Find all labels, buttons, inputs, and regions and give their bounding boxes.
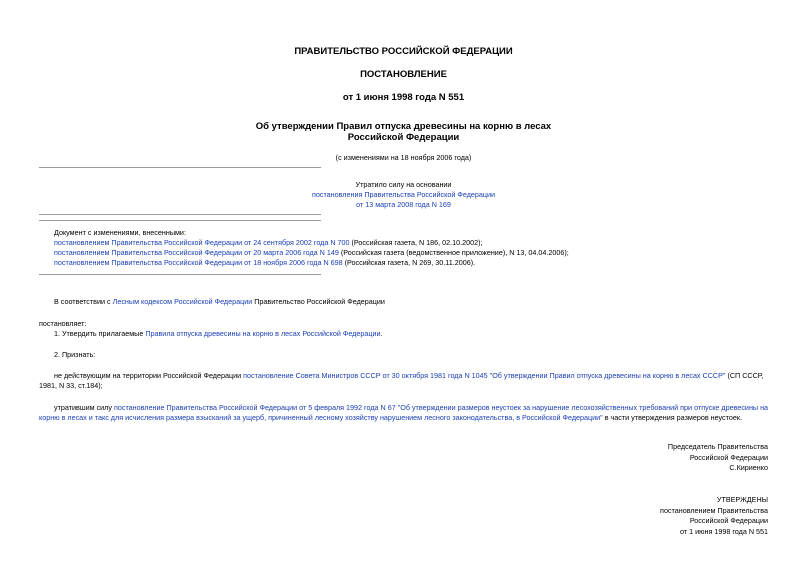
resolves-label: постановляет: — [39, 319, 87, 328]
amendment-item: постановлением Правительства Российской Федерации от 24 сентября 2002 года N 700 (Российская газета, N 186, 02.10.2002); — [54, 238, 483, 247]
amendment-item: постановлением Правительства Российской Федерации от 20 марта 2006 года N 149 (Российская газета (ведомственное приложение), N 13, 04.04.2006); — [54, 248, 569, 257]
forest-code-link[interactable]: Лесным кодексом Российской Федерации — [112, 297, 253, 306]
approved-date: от 1 июня 1998 года N 551 — [679, 526, 768, 536]
approved-by: постановлением Правительства — [660, 505, 768, 515]
amendment-item: постановлением Правительства Российской Федерации от 18 ноября 2006 года N 698 (Российская газета, N 269, 30.11.2006). — [54, 258, 476, 267]
document-title-line1: Об утверждении Правил отпуска древесины на корню в лесах — [255, 121, 552, 132]
expiry-decree-link-date[interactable]: от 13 марта 2008 года N 169 — [356, 200, 451, 209]
lost-force-paragraph-line2: корню в лесах и такс для исчисления размера взысканий за ущерб, причиненный лесному хозяйству нарушением лесного законодательства, в Российской Федерации" в части утверждения размеров неустоек. — [39, 413, 742, 422]
rules-link[interactable]: Правила отпуска древесины на корню в лесах Российской Федерации — [145, 329, 381, 338]
signature-name: С.Кириенко — [729, 463, 768, 472]
changes-note: (с изменениями на 18 ноября 2006 года) — [335, 153, 472, 162]
approved-label: УТВЕРЖДЕНЫ — [716, 495, 768, 504]
decree-67-link-cont[interactable]: корню в лесах и такс для исчисления размера взысканий за ущерб, причиненный лесному хозяйству нарушением лесного законодательства, в Российской Федерации" — [39, 413, 603, 422]
amendment-link[interactable]: постановлением Правительства Российской Федерации от 24 сентября 2002 года N 700 — [54, 238, 350, 247]
expiry-decree-link[interactable]: постановления Правительства Российской Федерации — [311, 190, 496, 199]
approval-block — [660, 495, 768, 537]
item-2: 2. Признать: — [54, 350, 96, 359]
amendment-link[interactable]: постановлением Правительства Российской Федерации от 18 ноября 2006 года N 698 — [54, 258, 343, 267]
expired-note: Утратило силу на основании — [355, 180, 452, 189]
ussr-decree-link[interactable]: постановление Совета Министров СССР от 30 октября 1981 года N 1045 "Об утверждении Правил отпуска древесины на корню в лесах СССР" — [243, 371, 726, 380]
amendments-intro: Документ с изменениями, внесенными: — [54, 228, 186, 237]
divider — [39, 214, 321, 215]
divider — [39, 274, 321, 275]
document-type: ПОСТАНОВЛЕНИЕ — [360, 69, 447, 80]
document-title-line2: Российской Федерации — [347, 132, 460, 143]
signature-position: Председатель Правительства — [667, 442, 768, 451]
invalid-paragraph-line1: не действующим на территории Российской Федерации постановление Совета Министров СССР от 30 октября 1981 года N 1045 "Об утверждении Правил отпуска древесины на корню в лесах СССР" (СП СССР, — [54, 371, 764, 380]
approved-org: Российской Федерации — [689, 516, 768, 525]
signature-block — [668, 442, 768, 474]
amendment-link[interactable]: постановлением Правительства Российской Федерации от 20 марта 2006 года N 149 — [54, 248, 339, 257]
item-1: 1. Утвердить прилагаемые Правила отпуска древесины на корню в лесах Российской Федерации. — [54, 329, 383, 338]
decree-67-link[interactable]: постановление Правительства Российской Федерации от 5 февраля 1992 года N 67 "Об утверждении размеров неустоек за нарушение лесохозяйственных требований при отпуске древесины на — [113, 403, 769, 412]
preamble: В соответствии с Лесным кодексом Российской Федерации Правительство Российской Федерации — [54, 297, 385, 306]
signature-org: Российской Федерации — [689, 452, 768, 462]
invalid-paragraph-line2: 1981, N 33, ст.184); — [39, 381, 103, 390]
lost-force-paragraph-line1: утратившим силу постановление Правительства Российской Федерации от 5 февраля 1992 года N 67 "Об утверждении размеров неустоек за нарушение лесохозяйственных требований при отпуске древесины на — [54, 403, 769, 412]
government-heading: ПРАВИТЕЛЬСТВО РОССИЙСКОЙ ФЕДЕРАЦИИ — [294, 46, 513, 57]
document-date: от 1 июня 1998 года N 551 — [342, 92, 465, 103]
divider — [39, 167, 321, 168]
divider — [39, 220, 321, 221]
